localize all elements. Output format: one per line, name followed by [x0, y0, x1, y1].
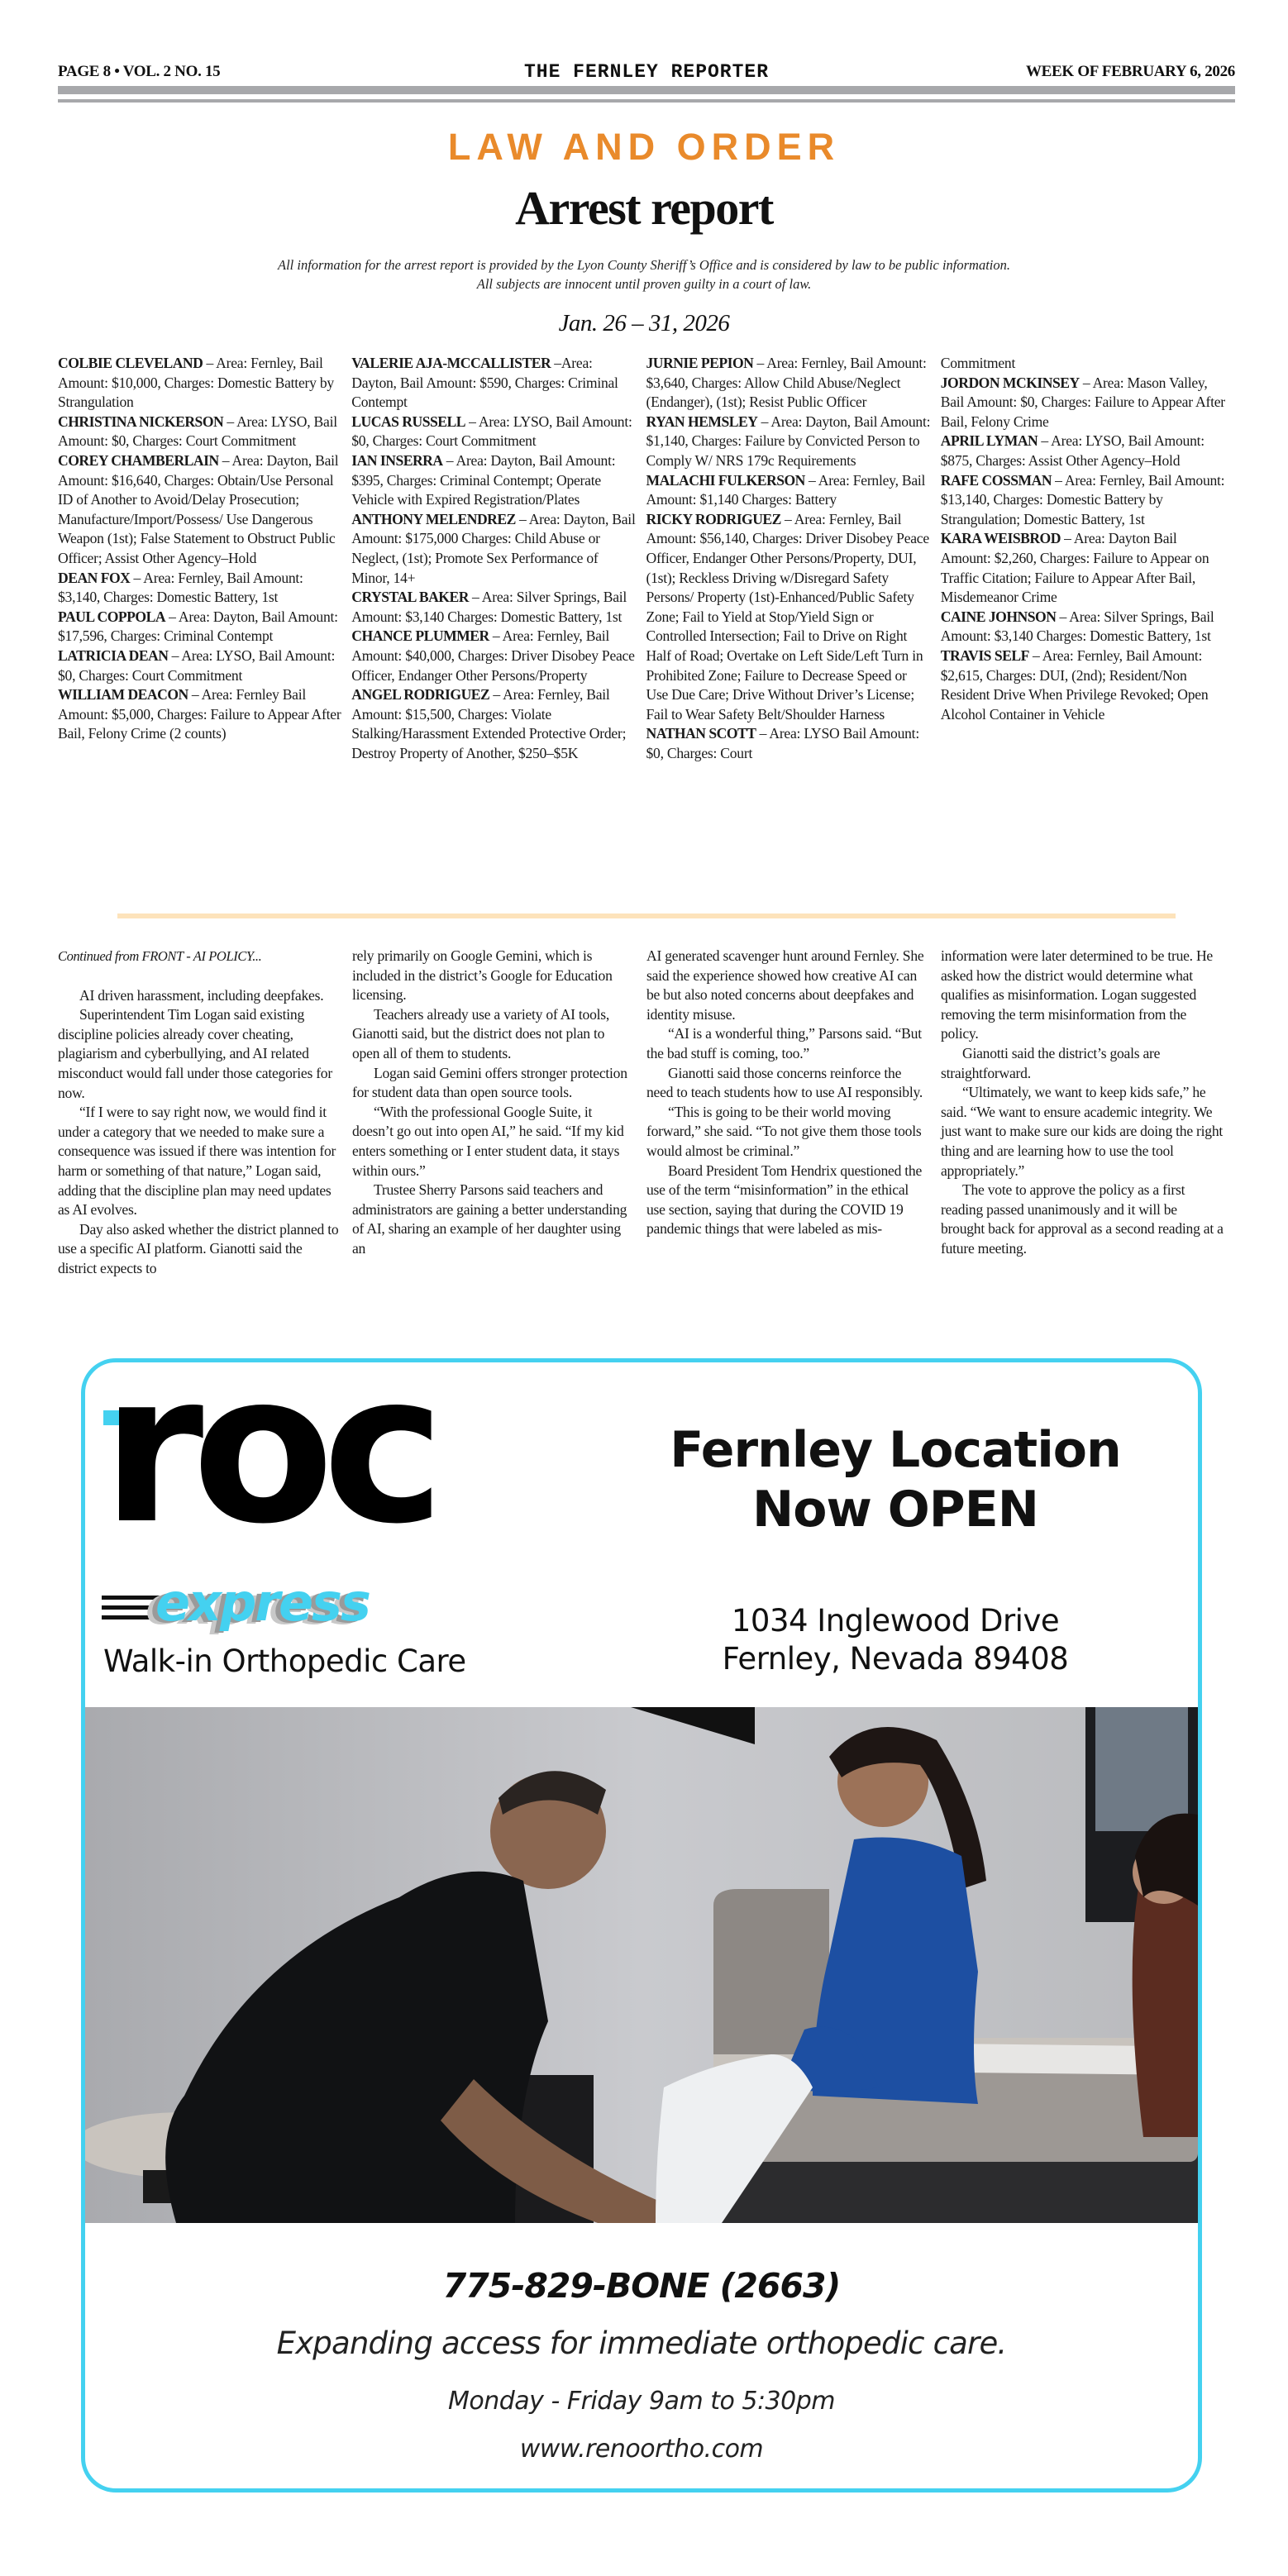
page-title: Arrest report [515, 181, 773, 235]
arrest-details: Commitment [940, 355, 1016, 371]
arrest-details: – Area: LYSO, Bail Amount: $875, Charges: Assist Other Agency–Hold [940, 432, 1205, 469]
arrest-entry [646, 413, 931, 471]
arrestee-name: RICKY RODRIGUEZ [646, 510, 781, 527]
arrestee-name: JURNIE PEPION [646, 355, 754, 371]
section-kicker: LAW AND ORDER [447, 126, 841, 168]
arrest-entry [941, 529, 1225, 607]
article-paragraph: “Ultimately, we want to keep kids safe,” he said. “We want to ensure academic integrity. We just want to make sure our kids are doing the right thing and are learning how to use the tool appropriately.” [941, 1084, 1224, 1179]
arrest-entry [351, 588, 636, 627]
arrest-details: – Area: Fernley, Bail Amount: $13,140, Charges: Domestic Battery by Strangulation; Domestic Battery, 1st [940, 471, 1225, 527]
arrest-details: – Area: LYSO, Bail Amount: $0, Charges: Court Commitment [58, 413, 337, 450]
arrest-entry [351, 510, 636, 588]
logo-express-row [102, 1572, 565, 1634]
arrest-entry [646, 510, 931, 725]
arrestee-name: ANTHONY MELENDREZ [351, 510, 516, 527]
arrest-entry [351, 354, 636, 413]
arrest-details: – Area: Fernley, Bail Amount: $15,500, Charges: Violate Stalking/Harassment Extended Protective Order; Destroy Property of Another, $250–$5K [351, 686, 627, 761]
arrest-details: – Area: Fernley Bail Amount: $5,000, Charges: Failure to Appear After Bail, Felony Crime (2 counts) [58, 686, 341, 742]
ad-headline [614, 1420, 1176, 1539]
arrestee-name: RAFE COSSMAN [940, 471, 1052, 489]
article-column [352, 947, 646, 1279]
arrest-entry [58, 608, 342, 646]
arrest-entry [941, 374, 1225, 432]
arrest-entry [58, 685, 342, 744]
arrestee-name: APRIL LYMAN [940, 432, 1038, 450]
article-column [646, 947, 941, 1279]
logo-roc-wordmark: roc [102, 1358, 434, 1569]
arrest-entry [58, 569, 342, 608]
arrest-details: – Area: Dayton, Bail Amount: $395, Charges: Criminal Contempt; Operate Vehicle with Expired Registration/Plates [351, 451, 616, 508]
arrest-entry [58, 451, 342, 569]
arrest-details: – Area: Fernley, Bail Amount: $10,000, Charges: Domestic Battery by Strangulation [58, 355, 334, 411]
arrest-entry [941, 608, 1225, 646]
arrest-details: – Area: Fernley, Bail Amount: $1,140 Charges: Battery [646, 471, 926, 508]
article-paragraph: “With the professional Google Suite, it doesn’t go out into open AI,” he said. “If my kid enters something or I enter student data, it stays within ours.” [352, 1103, 624, 1179]
arrestee-name: NATHAN SCOTT [646, 725, 756, 742]
masthead [58, 63, 1235, 88]
ad-contact-block [85, 2223, 1198, 2488]
article-paragraph: “This is going to be their world moving forward,” she said. “To not give them those tools would almost be criminal.” [646, 1103, 922, 1159]
arrestee-name: CHRISTINA NICKERSON [58, 413, 224, 430]
arrest-details: – Area: Dayton, Bail Amount: $175,000 Charges: Child Abuse or Neglect, (1st); Promote Sex Performance of Minor, 14+ [351, 510, 636, 586]
section-divider [117, 914, 1176, 918]
ad-website-link[interactable]: www.renoortho.com [519, 2435, 764, 2464]
arrestee-name: DEAN FOX [58, 569, 131, 586]
arrest-entry [941, 432, 1225, 470]
arrestee-name: TRAVIS SELF [940, 646, 1029, 664]
arrest-details: – Area: LYSO Bail Amount: $0, Charges: Court [646, 725, 919, 761]
article-ai-policy [58, 947, 1235, 1279]
arrest-entry [646, 354, 931, 413]
logo-tagline: Walk-in Orthopedic Care [103, 1643, 466, 1679]
article-paragraph: The vote to approve the policy as a first reading passed unanimously and it will be brought back for approval as a second reading at a future meeting. [941, 1181, 1224, 1257]
arrest-details: – Area: Fernley, Bail Amount: $3,140, Charges: Domestic Battery, 1st [58, 569, 303, 606]
arrestee-name: LATRICIA DEAN [58, 646, 169, 664]
speed-lines-icon [102, 1596, 160, 1600]
arrest-column [941, 354, 1235, 763]
arrest-details: – Area: Fernley, Bail Amount: $56,140, Charges: Driver Disobey Peace Officer, Endanger Other Persons/Property, DUI, (1st); Reckless Driving w/Disregard Safety Persons/ Property (1st)-Enhanced/Public Safety Zone; Fail to Yield at Stop/Yield Sign or Controlled Intersection; Fail to Drive on Right Half of Road; Overtake on Left Side/Left Turn in Prohibited Zone; Failure to Decrease Speed or Use Due Care; Drive Without Driver’s License; Fail to Wear Safety Belt/Shoulder Harness [646, 510, 929, 723]
arrest-entry [351, 451, 636, 510]
article-paragraph: Trustee Sherry Parsons said teachers and administrators are gaining a better understanding of AI, sharing an example of her daughter using an [352, 1181, 627, 1257]
arrest-details: – Area: Silver Springs, Bail Amount: $3,140 Charges: Domestic Battery, 1st [940, 608, 1214, 645]
roc-express-ad[interactable] [81, 1358, 1202, 2493]
arrest-column [646, 354, 941, 763]
arrest-details: – Area: Dayton, Bail Amount: $1,140, Charges: Failure by Convicted Person to Comply W/ NRS 179c Requirements [646, 413, 931, 469]
continued-from-label: Continued from FRONT - AI POLICY... [58, 948, 262, 964]
article-paragraph: Gianotti said the district’s goals are straightforward. [941, 1044, 1161, 1081]
arrest-entry [646, 471, 931, 510]
arrest-column [351, 354, 646, 763]
arrestee-name: COREY CHAMBERLAIN [58, 451, 219, 469]
masthead-rule-thin [58, 99, 1235, 103]
disclaimer-line-1: All information for the arrest report is provided by the Lyon County Sheriff’s Office and is considered by law to be public information. [278, 257, 1010, 273]
arrest-details: – Area: Silver Springs, Bail Amount: $3,140 Charges: Domestic Battery, 1st [351, 589, 627, 625]
arrest-list [58, 354, 1235, 763]
article-paragraph: information were later determined to be true. He asked how the district would determine what qualifies as misinformation. Logan suggested removing the term misinformation from the policy. [941, 947, 1213, 1042]
arrest-entry [941, 354, 1225, 374]
ad-photo [85, 1707, 1198, 2223]
address-line-2: Fernley, Nevada 89408 [722, 1641, 1069, 1677]
article-paragraph: Logan said Gemini offers stronger protection for student data than open source tools. [352, 1064, 627, 1101]
article-paragraph: “If I were to say right now, we would find it under a category that we needed to make sure a consequence was issued if there was intention for harm or something of that nature,” Logan said, adding that the discipline plan may need updates as AI evolves. [58, 1104, 336, 1219]
ad-slogan: Expanding access for immediate orthopedic care. [276, 2326, 1007, 2361]
masthead-rule-thick [58, 86, 1235, 94]
disclaimer [0, 255, 1288, 293]
ad-hours: Monday - Friday 9am to 5:30pm [448, 2387, 835, 2416]
logo-express-word: express [155, 1572, 370, 1633]
article-paragraph: Superintendent Tim Logan said existing discipline policies already cover cheating, plagiarism and cyberbullying, and AI related misconduct would fall under those categories for now. [58, 1006, 332, 1101]
disclaimer-line-2: All subjects are innocent until proven guilty in a court of law. [476, 276, 812, 292]
arrest-entry [351, 685, 636, 763]
article-column [58, 947, 352, 1279]
headline-line-2: Now OPEN [752, 1481, 1038, 1538]
issue-date: WEEK OF FEBRUARY 6, 2026 [1025, 63, 1235, 80]
arrest-details: – Area: LYSO, Bail Amount: $0, Charges: Court Commitment [351, 413, 632, 450]
arrestee-name: PAUL COPPOLA [58, 608, 166, 625]
arrestee-name: IAN INSERRA [351, 451, 443, 469]
ad-phone-number[interactable]: 775-829-BONE (2663) [442, 2266, 841, 2306]
arrestee-name: CHANCE PLUMMER [351, 627, 489, 645]
article-paragraph: AI generated scavenger hunt around Fernley. She said the experience showed how creative AI can be but also noted concerns about deepfakes and identity misuse. [646, 947, 924, 1023]
arrest-entry [941, 471, 1225, 530]
arrestee-name: KARA WEISBROD [940, 530, 1061, 547]
arrest-entry [646, 724, 931, 763]
clinic-photo-illustration [85, 1707, 1198, 2223]
arrest-entry [351, 413, 636, 451]
date-range: Jan. 26 – 31, 2026 [558, 310, 730, 336]
article-paragraph: Board President Tom Hendrix questioned the use of the term “misinformation” in the ethical use section, saying that during the COVID 19 pandemic things that were labeled as mis- [646, 1162, 923, 1238]
arrest-column [58, 354, 352, 763]
arrestee-name: COLBIE CLEVELAND [58, 355, 203, 371]
arrest-details: – Area: Fernley, Bail Amount: $40,000, Charges: Driver Disobey Peace Officer, Endanger Other Persons/Property [351, 627, 635, 684]
arrestee-name: CRYSTAL BAKER [351, 589, 469, 606]
speed-lines-icon [102, 1605, 153, 1610]
arrest-entry [351, 627, 636, 685]
arrestee-name: CAINE JOHNSON [940, 608, 1057, 625]
arrestee-name: MALACHI FULKERSON [646, 471, 805, 489]
article-paragraph: Day also asked whether the district planned to use a specific AI platform. Gianotti said the district expects to [58, 1220, 339, 1276]
arrest-details: – Area: Dayton, Bail Amount: $16,640, Charges: Obtain/Use Personal ID of Another to Avoid/Delay Prosecution; Manufacture/Import/Possess/ Use Dangerous Weapon (1st); False Statement to Obstruct Public Officer; Assist Other Agency–Hold [58, 451, 339, 566]
speed-lines-icon [102, 1615, 150, 1620]
article-paragraph: Teachers already use a variety of AI tools, Gianotti said, but the district does not plan to open all of them to students. [352, 1005, 610, 1061]
article-paragraph: Gianotti said those concerns reinforce the need to teach students how to use AI responsibly. [646, 1064, 923, 1101]
arrest-details: – Area: Mason Valley, Bail Amount: $0, Charges: Failure to Appear After Bail, Felony Crime [940, 374, 1225, 430]
ad-address [614, 1602, 1176, 1678]
arrest-entry [58, 413, 342, 451]
arrestee-name: ANGEL RODRIGUEZ [351, 686, 490, 704]
arrest-entry [58, 646, 342, 685]
arrest-details: – Area: Dayton, Bail Amount: $17,596, Charges: Criminal Contempt [58, 608, 338, 645]
arrest-entry [941, 646, 1225, 724]
arrestee-name: JORDON MCKINSEY [940, 374, 1080, 391]
arrest-details: – Area: Fernley, Bail Amount: $2,615, Charges: DUI, (2nd); Resident/Non Resident Drive When Privilege Revoked; Open Alcohol Container in Vehicle [940, 646, 1209, 723]
roc-express-logo [102, 1358, 565, 1701]
arrest-details: – Area: Dayton Bail Amount: $2,260, Charges: Failure to Appear on Traffic Citation; Failure to Appear After Bail, Misdemeanor Crime [940, 530, 1209, 606]
address-line-1: 1034 Inglewood Drive [731, 1603, 1060, 1639]
article-paragraph: rely primarily on Google Gemini, which is included in the district’s Google for Education licensing. [352, 947, 613, 1004]
arrestee-name: VALERIE AJA-MCCALLISTER [351, 355, 551, 371]
article-column [941, 947, 1235, 1279]
headline-line-1: Fernley Location [670, 1421, 1121, 1479]
arrestee-name: WILLIAM DEACON [58, 686, 188, 704]
article-paragraph: AI driven harassment, including deepfakes. [79, 986, 324, 1004]
arrest-entry [58, 354, 342, 413]
page-volume-info: PAGE 8 • VOL. 2 NO. 15 [58, 63, 221, 80]
arrestee-name: LUCAS RUSSELL [351, 413, 465, 430]
newspaper-name: THE FERNLEY REPORTER [523, 61, 770, 83]
arrestee-name: RYAN HEMSLEY [646, 413, 758, 430]
arrest-details: –Area: Dayton, Bail Amount: $590, Charges: Criminal Contempt [351, 355, 618, 411]
article-paragraph: “AI is a wonderful thing,” Parsons said. “But the bad stuff is coming, too.” [646, 1025, 922, 1061]
arrest-details: – Area: LYSO, Bail Amount: $0, Charges: Court Commitment [58, 646, 336, 684]
arrest-details: – Area: Fernley, Bail Amount: $3,640, Charges: Allow Child Abuse/Neglect (Endanger), (1st); Resist Public Officer [646, 355, 927, 411]
